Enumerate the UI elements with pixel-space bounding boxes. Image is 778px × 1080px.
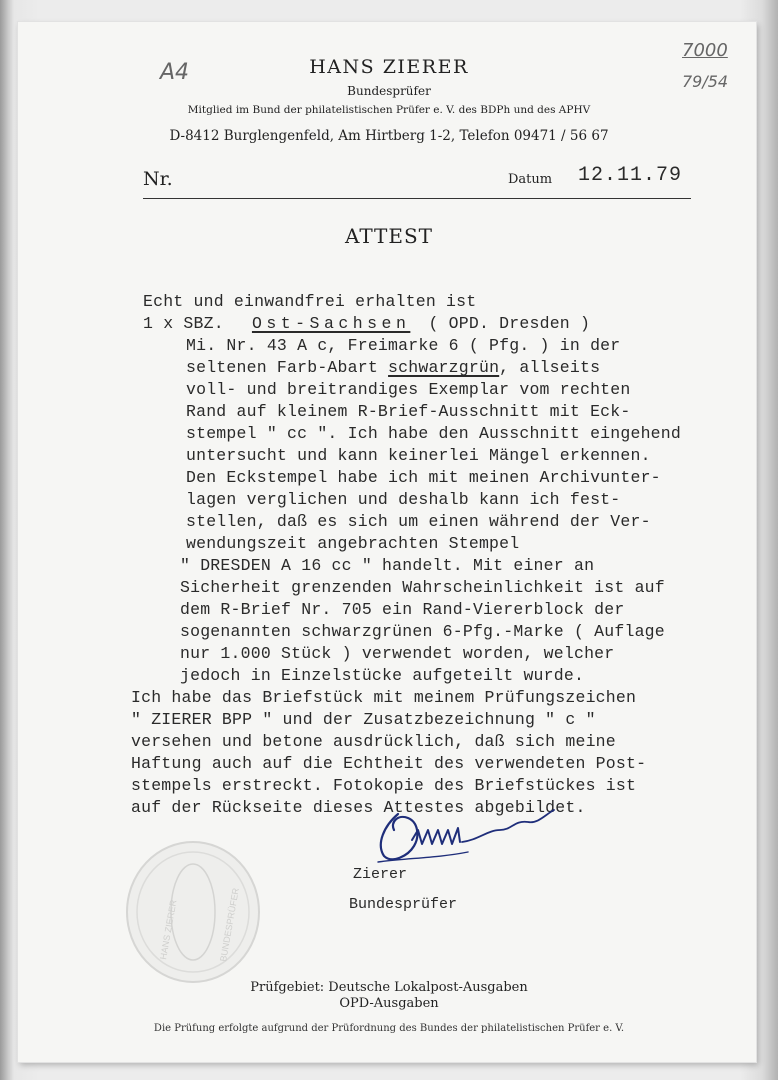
body-line: Den Eckstempel habe ich mit meinen Archivunter- xyxy=(186,468,661,487)
body-line: dem R-Brief Nr. 705 ein Rand-Viererblock der xyxy=(180,600,625,619)
body-line: sogenannten schwarzgrünen 6-Pfg.-Marke ( Auflage xyxy=(180,622,665,641)
handwritten-note-a4: A4 xyxy=(160,60,190,85)
body-line: voll- und breitrandiges Exemplar vom rechten xyxy=(186,380,631,399)
number-label: Nr. xyxy=(143,168,173,190)
footer-testing-area: Prüfgebiet: Deutsche Lokalpost-Ausgaben xyxy=(250,980,528,995)
body-line: stellen, daß es sich um einen während der Ver- xyxy=(186,512,651,531)
body-line: " ZIERER BPP " und der Zusatzbezeichnung " c " xyxy=(131,710,596,729)
date-label: Datum xyxy=(508,172,553,187)
underlined-color: schwarzgrün xyxy=(388,358,500,377)
body-line xyxy=(143,314,590,333)
body-line: Echt und einwandfrei erhalten ist xyxy=(143,292,477,311)
body-line: nur 1.000 Stück ) verwendet worden, welcher xyxy=(180,644,615,663)
signatory-name: Zierer xyxy=(353,866,408,883)
body-text: 1 x SBZ. xyxy=(143,314,224,333)
body-line: Ich habe das Briefstück mit meinem Prüfungszeichen xyxy=(131,688,637,707)
body-line: stempels erstreckt. Fotokopie des Briefstückes ist xyxy=(131,776,637,795)
letterhead-role: Bundesprüfer xyxy=(347,84,431,98)
date-value: 12.11.79 xyxy=(578,164,683,187)
body-line: Rand auf kleinem R-Brief-Ausschnitt mit Eck- xyxy=(186,402,631,421)
body-line: wendungszeit angebrachten Stempel xyxy=(186,534,520,553)
body-line: " DRESDEN A 16 cc " handelt. Mit einer an xyxy=(180,556,595,575)
svg-text:HANS ZIERER: HANS ZIERER xyxy=(158,899,179,961)
signatory-title: Bundesprüfer xyxy=(349,896,458,913)
letterhead-membership: Mitglied im Bund der philatelistischen Prüfer e. V. des BDPh und des APHV xyxy=(187,104,591,116)
body-line: stempel " cc ". Ich habe den Ausschnitt eingehend xyxy=(186,424,681,443)
letterhead-name: HANS ZIERER xyxy=(309,56,469,78)
body-line: versehen und betone ausdrücklich, daß sich meine xyxy=(131,732,616,751)
underlined-region: Ost-Sachsen xyxy=(251,314,411,333)
body-line: Sicherheit grenzenden Wahrscheinlichkeit ist auf xyxy=(180,578,665,597)
body-line: auf der Rückseite dieses Attestes abgebildet. xyxy=(131,798,586,817)
handwritten-note-reference: 79/54 xyxy=(682,72,729,91)
body-line: untersucht und kann keinerlei Mängel erkennen. xyxy=(186,446,651,465)
footer-regulation-note: Die Prüfung erfolgte aufgrund der Prüfordnung des Bundes der philatelistischen Prüfer e. V. xyxy=(153,1023,625,1034)
body-line xyxy=(186,358,600,377)
letterhead-address: D-8412 Burglengenfeld, Am Hirtberg 1-2, Telefon 09471 / 56 67 xyxy=(169,128,609,144)
body-line: Mi. Nr. 43 A c, Freimarke 6 ( Pfg. ) in der xyxy=(186,336,621,355)
embossed-seal-stamp xyxy=(118,840,268,990)
handwritten-note-number: 7000 xyxy=(682,40,728,61)
svg-text:BUNDESPRÜFER: BUNDESPRÜFER xyxy=(218,887,241,963)
body-text: , allseits xyxy=(499,358,601,377)
body-text: seltenen Farb-Abart xyxy=(186,358,378,377)
body-line: Haftung auch auf die Echtheit des verwendeten Post- xyxy=(131,754,647,773)
body-line: lagen verglichen und deshalb kann ich fest- xyxy=(186,490,621,509)
footer-testing-area-secondary: OPD-Ausgaben xyxy=(339,996,439,1011)
handwritten-signature xyxy=(368,800,558,870)
document-title: ATTEST xyxy=(344,224,434,248)
body-line: jedoch in Einzelstücke aufgeteilt wurde. xyxy=(180,666,585,685)
header-rule xyxy=(143,198,691,199)
body-text: ( OPD. Dresden ) xyxy=(428,314,591,333)
